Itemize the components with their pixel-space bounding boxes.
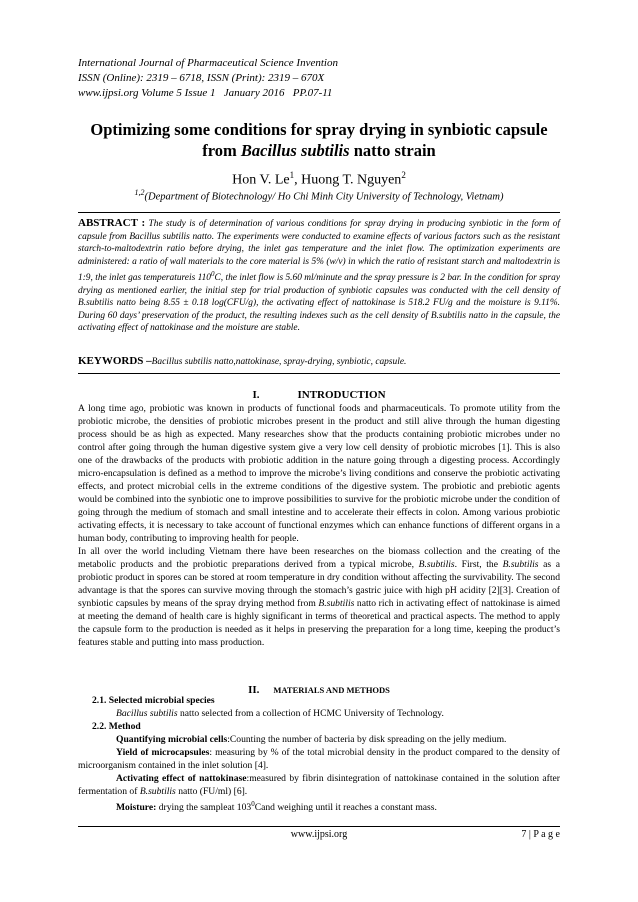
introduction-body: [78, 402, 560, 649]
method-moisture: [78, 798, 560, 814]
intro-species: B.subtilis: [318, 598, 355, 609]
abstract-text-1: The study is of determination of various conditions for spray drying in producing synbiotic in the form of capsule from Bacillus subtilis natto. The experiments were conducted to examine effects of various factors such as the resistant starch-to-maltodextrin ratio before drying, the inlet gas temperature and the inlet flow. The optimization experiments are administered: a ratio of wall materials to the core material is 5% (w/v) in which the ratio of resistant starch and maltodextrin is 1:9, the inlet gas temperatureis 110: [78, 219, 560, 284]
journal-header: [78, 56, 338, 101]
intro-text: natto rich in activating effect of nattokinase is aimed at meeting the demand of health care is highly significant in terms of theoretical and practical aspects. The method to apply the capsule form to the production is needed as it helps in preserving the preparation for a long time, keeping the product’s features stable and putting into mass production.: [78, 598, 560, 648]
intro-text: as a probiotic product in spores can be stored at room temperature in dry condition without affecting the survivability. The second advantage is that the spores can survive moving through the stomach’s gastric juice with high pH acidity [2][3]. Creation of synbiotic capsules by means of the spray drying method from: [78, 559, 560, 609]
method-species: B.subtilis: [139, 786, 176, 797]
affiliation: [0, 186, 638, 205]
author-2: Huong T. Nguyen: [301, 172, 402, 188]
method-text: : measuring by % of the total microbial density in the product compared to the density of microorganism contained in the inlet solution [4].: [78, 747, 561, 771]
divider-top: [78, 212, 560, 213]
keywords-text: Bacillus subtilis natto,nattokinase, spray-drying, synbiotic, capsule.: [151, 357, 407, 367]
keywords-label: KEYWORDS –: [78, 355, 152, 367]
methods-text: natto selected from a collection of HCMC University of Technology.: [177, 708, 444, 719]
section-2-title: MATERIALS AND METHODS: [273, 685, 390, 695]
abstract-sup: 0: [210, 270, 215, 278]
section-2-number: II.: [248, 684, 260, 696]
intro-species: B.subtilis: [502, 559, 539, 570]
footer-divider: [78, 826, 560, 827]
method-label: Yield of microcapsules: [116, 747, 210, 758]
method-text: :Counting the number of bacteria by disk spreading on the jelly medium.: [227, 734, 507, 745]
divider-bottom: [78, 373, 560, 374]
keywords: [78, 355, 560, 369]
method-quantifying: [78, 733, 560, 746]
abstract-text-2: C, the inlet flow is 5.60 ml/minute and the spray pressure is 2 bar. In the condition for spray drying as mentioned earlier, the initial step for trial production of synbiotic capsules was conducted with the cell density of B.subtilis natto being 8.55 ± 0.18 log(CFU/g), the activating effect of nattokinase is 518.2 FU/g and the moisture is 9.11%. During 60 days’ preservation of the product, the resulting indexes such as the cell density of B.subtilis natto in the capsule, the activating effect of nattokinase and the moisture are stable.: [78, 273, 560, 334]
intro-paragraph-2: [78, 545, 560, 649]
species-line: [78, 707, 560, 720]
footer-url[interactable]: www.ijpsi.org: [290, 829, 348, 840]
title-line-2: [60, 140, 578, 161]
method-text: :measured by fibrin disintegration of nattokinase contained in the solution after fermentation of: [78, 773, 560, 797]
title-species: Bacillus subtilis: [240, 141, 350, 160]
author-2-sup: 2: [401, 170, 406, 180]
intro-paragraph-1: A long time ago, probiotic was known in products of functional foods and pharmaceuticals. To promote utility from the probiotic microbe, the densities of probiotic microbes present in the product and still alive through the human digesting process should be as high as expected. Many researches show that the products containing probiotic microbes under no control after going through the human digestive system give a very low cell density of probiotic microbes [1]. This is also one of the drawbacks of the products with probiotic addition in the nature going through a digesting process. Accordingly micro-encapsulation is defined as a method to improve the microbe’s living conditions and conserve the probiotic activating effects, and protect microbial cells in the extreme conditions of the digestive system. The probiotic and prebiotic agents would be combined into the synbiotic one to improve possibilities to survive for the probiotic microbe under the condition of going through the medium of stomach and small intestine and to accelerate their effects in colon. Among various probiotic activating effects, it is necessary to take account of functional enzymes which can enhance functions of different organs in a human body, contributing to improving health for people.: [78, 403, 560, 544]
author-sep: ,: [294, 172, 302, 188]
intro-text: In all over the world including Vietnam there have been researches on the biomass collection and the creating of the metabolic products and the probiotic preparations derived from a typical microbe,: [78, 546, 560, 570]
methods-species: Bacillus subtilis: [116, 708, 178, 719]
subsection-2-1: 2.1. Selected microbial species: [92, 695, 215, 706]
method-sup: 0: [251, 800, 255, 808]
method-text: drying the sampleat 103: [156, 802, 252, 814]
method-label: Moisture:: [116, 802, 157, 814]
abstract-label: ABSTRACT :: [78, 217, 146, 229]
intro-text: . First, the: [454, 559, 503, 570]
journal-name: International Journal of Pharmaceutical Science Invention: [78, 57, 338, 69]
method-text: natto (FU/ml) [6].: [175, 786, 248, 797]
paper-title: [60, 119, 578, 161]
method-yield: [78, 746, 560, 772]
page-number: 7 | P a g e: [521, 829, 560, 840]
affiliation-text: (Department of Biotechnology/ Ho Chi Minh City University of Technology, Vietnam): [144, 191, 504, 203]
title-text: from: [202, 141, 241, 160]
author-1-sup: 1: [289, 170, 295, 180]
section-1-heading: [0, 389, 638, 401]
section-1-number: I.: [252, 389, 260, 401]
journal-volume: www.ijpsi.org Volume 5 Issue 1 January 2016 PP.07-11: [78, 87, 333, 99]
subsection-2-2: 2.2. Method: [92, 721, 141, 732]
intro-species: B.subtilis: [418, 559, 455, 570]
abstract: [78, 217, 560, 335]
section-1-title: INTRODUCTION: [297, 389, 386, 401]
author-1: Hon V. Le: [232, 172, 290, 188]
title-text: natto strain: [349, 141, 436, 160]
title-line-1: Optimizing some conditions for spray drying in synbiotic capsule: [90, 120, 548, 139]
method-label: Activating effect of nattokinase: [116, 773, 247, 784]
method-text: Cand weighing until it reaches a constant mass.: [254, 802, 437, 814]
journal-issn: ISSN (Online): 2319 – 6718, ISSN (Print): 2319 – 670X: [78, 72, 325, 84]
affiliation-sup: 1,2: [134, 188, 145, 197]
methods-body: [78, 694, 560, 814]
method-label: Quantifying microbial cells: [116, 734, 228, 745]
method-activating: [78, 772, 560, 798]
